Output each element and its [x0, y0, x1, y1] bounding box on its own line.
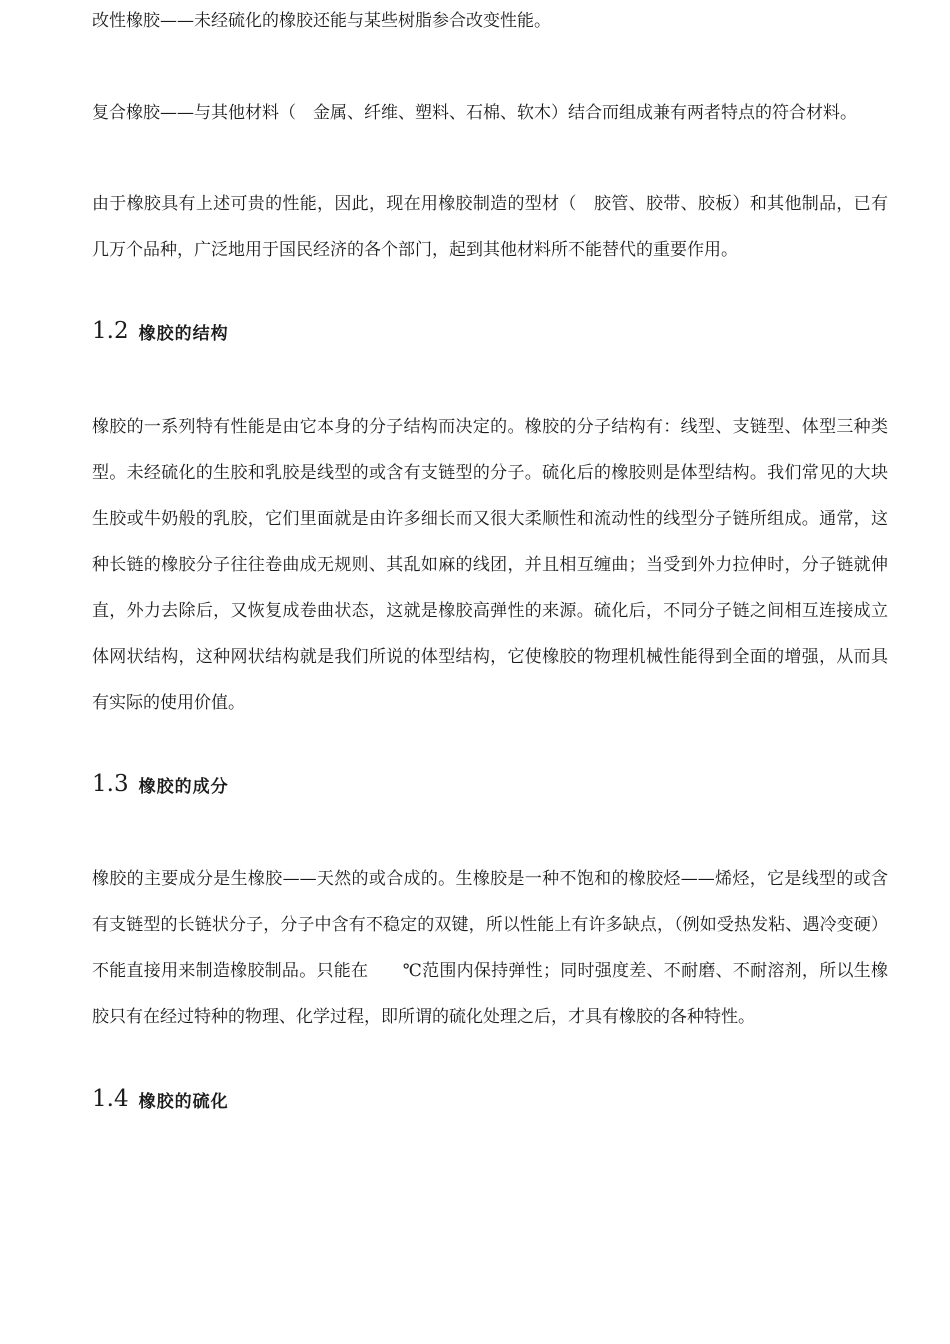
modified-rubber-line: 改性橡胶——未经硫化的橡胶还能与某些树脂参合改变性能。	[92, 11, 551, 31]
section-heading-1-2	[92, 318, 229, 348]
section-heading-1-4	[92, 1086, 229, 1116]
section-heading-1-3	[92, 771, 229, 801]
section-title: 橡胶的成分	[138, 776, 229, 797]
section-number: 1.2	[92, 318, 129, 344]
intro-paragraph: 由于橡胶具有上述可贵的性能，因此，现在用橡胶制造的型材（ 胶管、胶带、胶板）和其他制品，已有几万个品种，广泛地用于国民经济的各个部门，起到其他材料所不能替代的重要作用。	[92, 194, 888, 260]
section-title: 橡胶的结构	[138, 323, 229, 344]
section-title: 橡胶的硫化	[138, 1091, 229, 1112]
section-number: 1.4	[92, 1086, 129, 1112]
structure-paragraph: 橡胶的一系列特有性能是由它本身的分子结构而决定的。橡胶的分子结构有：线型、支链型、体型三种类型。未经硫化的生胶和乳胶是线型的或含有支链型的分子。硫化后的橡胶则是体型结构。我们常见的大块生胶或牛奶般的乳胶，它们里面就是由许多细长而又很大柔顺性和流动性的线型分子链所组成。通常，这种长链的橡胶分子往往卷曲成无规则、其乱如麻的线团，并且相互缠曲；当受到外力拉伸时，分子链就伸直，外力去除后，又恢复成卷曲状态，这就是橡胶高弹性的来源。硫化后，不同分子链之间相互连接成立体网状结构，这种网状结构就是我们所说的体型结构，它使橡胶的物理机械性能得到全面的增强，从而具有实际的使用价值。	[92, 417, 888, 713]
composition-paragraph: 橡胶的主要成分是生橡胶——天然的或合成的。生橡胶是一种不饱和的橡胶烃——烯烃，它是线型的或含有支链型的长链状分子，分子中含有不稳定的双键，所以性能上有许多缺点，（例如受热发粘、遇冷变硬）不能直接用来制造橡胶制品。只能在 ℃范围内保持弹性；同时强度差、不耐磨、不耐溶剂，所以生橡胶只有在经过特种的物理、化学过程，即所谓的硫化处理之后，才具有橡胶的各种特性。	[92, 869, 888, 1027]
section-number: 1.3	[92, 771, 129, 797]
composite-rubber-line: 复合橡胶——与其他材料（ 金属、纤维、塑料、石棉、软木）结合而组成兼有两者特点的符合材料。	[92, 103, 857, 123]
